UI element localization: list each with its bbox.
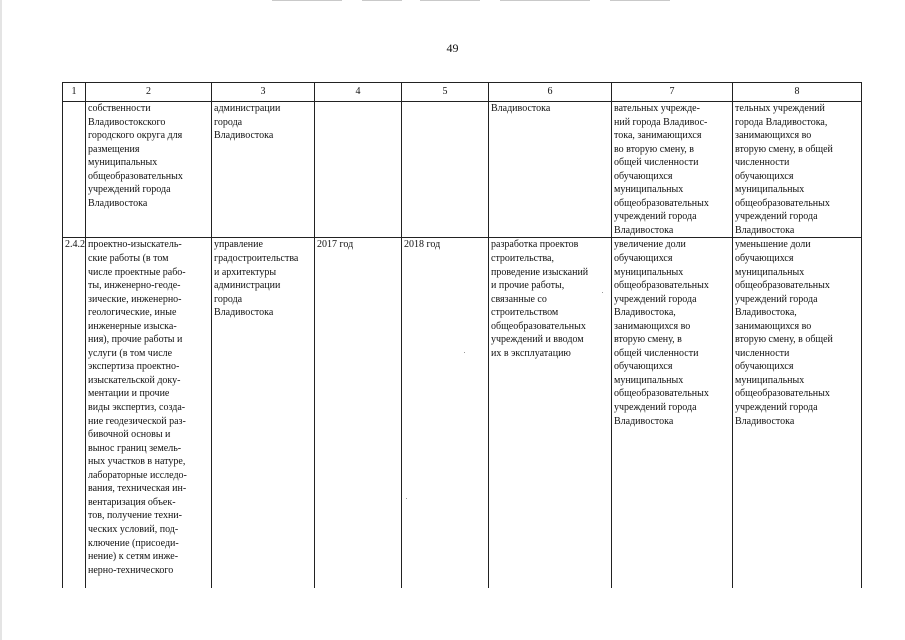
table-cell: проектно-изыскатель- ские работы (в том числе проектные рабо- ты, инженерно-геоде- зические, инженерно- геологические, иные инженерные изыска- ния), прочие работы и услуги (в том числе экспертиза проектно- изыскательской доку- ментации и прочие виды экспертиз, созда- ние геодезической раз- бивочной основы и вынос границ земель- ных участков в натуре, лабораторные исследо- вания, техническая ин- вентаризация объек- тов, получение техни- ческих условий, под- ключение (присоеди- нение) к сетям инже- нерно-технического [86, 238, 212, 589]
table-row [63, 102, 862, 238]
table-cell: 2.4.2 [63, 238, 86, 589]
column-header: 8 [733, 83, 862, 102]
scan-speck [464, 352, 465, 353]
table-cell [402, 102, 489, 238]
table-cell: тельных учреждений города Владивостока, занимающихся во вторую смену, в общей численности обучающихся муниципальных общеобразовательных учреждений города Владивостока [733, 102, 862, 238]
table-cell: собственности Владивостокского городского округа для размещения муниципальных общеобразовательных учреждений города Владивостока [86, 102, 212, 238]
column-header: 7 [612, 83, 733, 102]
table-cell: 2018 год [402, 238, 489, 589]
scan-speck [602, 292, 603, 293]
table-cell: 2017 год [315, 238, 402, 589]
table-cell: администрации города Владивостока [212, 102, 315, 238]
scan-top-rule [272, 0, 342, 1]
table-cell: управление градостроительства и архитектуры администрации города Владивостока [212, 238, 315, 589]
column-header: 1 [63, 83, 86, 102]
table-cell: вательных учрежде- ний города Владивос- тока, занимающихся во вторую смену, в общей численности обучающихся муниципальных общеобразовательных учреждений города Владивостока [612, 102, 733, 238]
column-header: 4 [315, 83, 402, 102]
table-cell: разработка проектов строительства, проведение изысканий и прочие работы, связанные со строительством общеобразовательных учреждений и вводом их в эксплуатацию [489, 238, 612, 589]
scan-left-edge [0, 0, 2, 640]
column-header: 5 [402, 83, 489, 102]
page-number: 49 [446, 41, 459, 55]
scan-top-rule [610, 0, 670, 1]
scan-top-rule [420, 0, 480, 1]
scan-speck [406, 498, 407, 499]
table-cell: уменьшение доли обучающихся муниципальных общеобразовательных учреждений города Владивостока, занимающихся во вторую смену, в общей численности обучающихся муниципальных общеобразовательных учреждений города Владивостока [733, 238, 862, 589]
table-cell [63, 102, 86, 238]
table-cell [315, 102, 402, 238]
column-header: 2 [86, 83, 212, 102]
table-cell: Владивостока [489, 102, 612, 238]
scan-top-rule [362, 0, 402, 1]
table-row [63, 238, 862, 589]
document-table [62, 82, 862, 588]
column-header: 3 [212, 83, 315, 102]
table-cell: увеличение доли обучающихся муниципальных общеобразовательных учреждений города Владивостока, занимающихся во вторую смену, в общей численности обучающихся муниципальных общеобразовательных учреждений города Владивостока [612, 238, 733, 589]
column-header: 6 [489, 83, 612, 102]
scan-top-rule [500, 0, 590, 1]
table-header-row [63, 83, 862, 102]
